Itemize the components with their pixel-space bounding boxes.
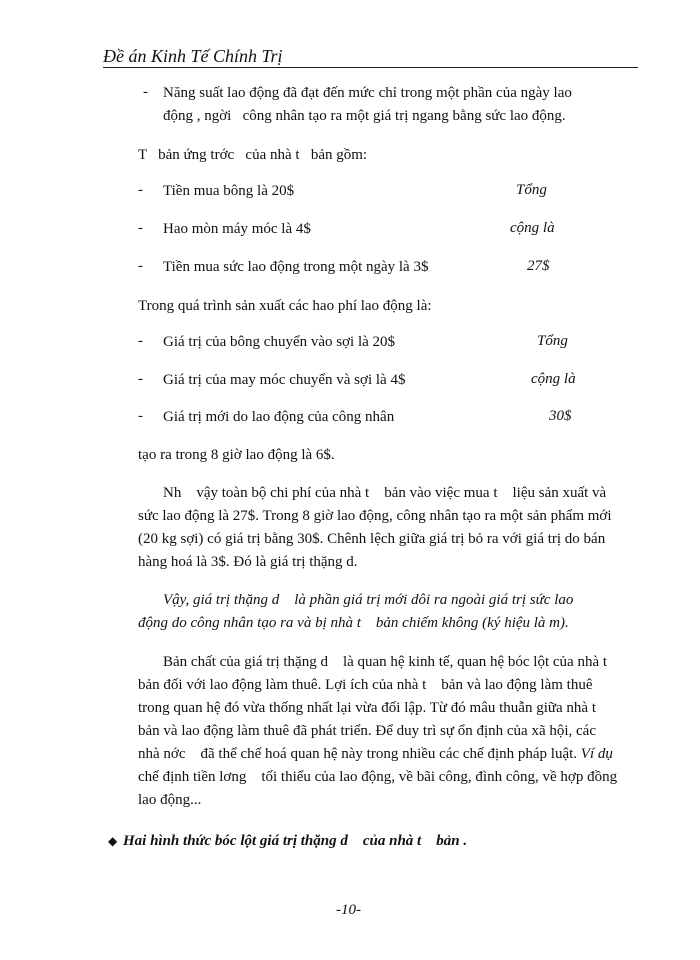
- para2-line: trong quan hệ đó vừa thống nhất lại vừa đối lập. Từ đó mâu thuẫn giữa nhà t: [138, 700, 596, 716]
- section-heading: Hai hình thức bóc lột giá trị thặng d của nhà t bản .: [123, 833, 468, 849]
- definition-line: động do công nhân tạo ra và bị nhà t bản chiếm không (ký hiệu là m).: [138, 615, 569, 631]
- para2-line-text: nhà nớc đã thể chế hoá quan hệ này trong nhiều các chế định pháp luật.: [138, 746, 578, 762]
- para2-line: chế định tiền lơng tối thiểu của lao động, về bãi công, đình công, về hợp đồng: [138, 769, 618, 785]
- costs-dash: -: [138, 408, 143, 424]
- intro-line-2: động , ngời công nhân tạo ra một giá trị ngang bằng sức lao động.: [163, 108, 566, 124]
- capital-item: Tiền mua sức lao động trong một ngày là 3$: [163, 259, 429, 275]
- capital-heading: T bản ứng trớc của nhà t bản gồm:: [138, 147, 368, 163]
- capital-item: Hao mòn máy móc là 4$: [163, 221, 311, 237]
- capital-dash: -: [138, 182, 143, 198]
- header-title: Đề án Kinh Tế Chính Trị: [103, 46, 283, 66]
- costs-item: Giá trị của may móc chuyển và sợi là 4$: [163, 372, 406, 388]
- costs-sum-label: Tổng: [537, 333, 568, 349]
- capital-sum-value: 27$: [527, 258, 550, 274]
- para1-line: Nh vậy toàn bộ chi phí của nhà t bản vào việc mua t liệu sản xuất và: [163, 485, 607, 501]
- para1-line: (20 kg sợi) có giá trị bằng 30$. Chênh lệch giữa giá trị bỏ ra với giá trị do bán: [138, 531, 606, 547]
- capital-item: Tiền mua bông là 20$: [163, 183, 295, 199]
- costs-dash: -: [138, 333, 143, 349]
- capital-sum-label: Tổng: [516, 182, 547, 198]
- para2-line: bản đối với lao động làm thuê. Lợi ích của nhà t bản và lao động làm thuê: [138, 677, 593, 693]
- costs-dash: -: [138, 371, 143, 387]
- para2-line: lao động...: [138, 792, 202, 808]
- para2-example-label: Ví dụ: [580, 746, 613, 762]
- capital-sum-label: cộng là: [510, 220, 555, 236]
- para1-line: sức lao động là 27$. Trong 8 giờ lao động, công nhân tạo ra một sản phẩm mới: [138, 508, 612, 524]
- para2-line: bản và lao động làm thuê đã phát triển. Để duy trì sự ổn định của xã hội, các: [138, 723, 596, 739]
- header-rule: [103, 67, 638, 68]
- diamond-bullet-icon: ◆: [108, 834, 118, 848]
- costs-tail: tạo ra trong 8 giờ lao động là 6$.: [138, 447, 335, 463]
- capital-dash: -: [138, 258, 143, 274]
- intro-bullet: -: [143, 84, 148, 100]
- costs-item: Giá trị mới do lao động của công nhân: [163, 409, 395, 425]
- costs-item: Giá trị của bông chuyển vào sợi là 20$: [163, 334, 396, 350]
- intro-line-1: Năng suất lao động đã đạt đến mức chỉ trong một phần của ngày lao: [163, 85, 572, 101]
- page-number: -10-: [336, 902, 361, 918]
- costs-heading: Trong quá trình sản xuất các hao phí lao động là:: [138, 298, 432, 314]
- costs-sum-value: 30$: [549, 408, 572, 424]
- para2-line: [138, 745, 613, 763]
- para2-line: Bản chất của giá trị thặng d là quan hệ kinh tế, quan hệ bóc lột của nhà t: [163, 654, 608, 670]
- para1-line: hàng hoá là 3$. Đó là giá trị thặng d.: [138, 554, 358, 570]
- definition-line: Vậy, giá trị thặng d là phần giá trị mới dôi ra ngoài giá trị sức lao: [163, 592, 574, 608]
- capital-dash: -: [138, 220, 143, 236]
- costs-sum-label: cộng là: [531, 371, 576, 387]
